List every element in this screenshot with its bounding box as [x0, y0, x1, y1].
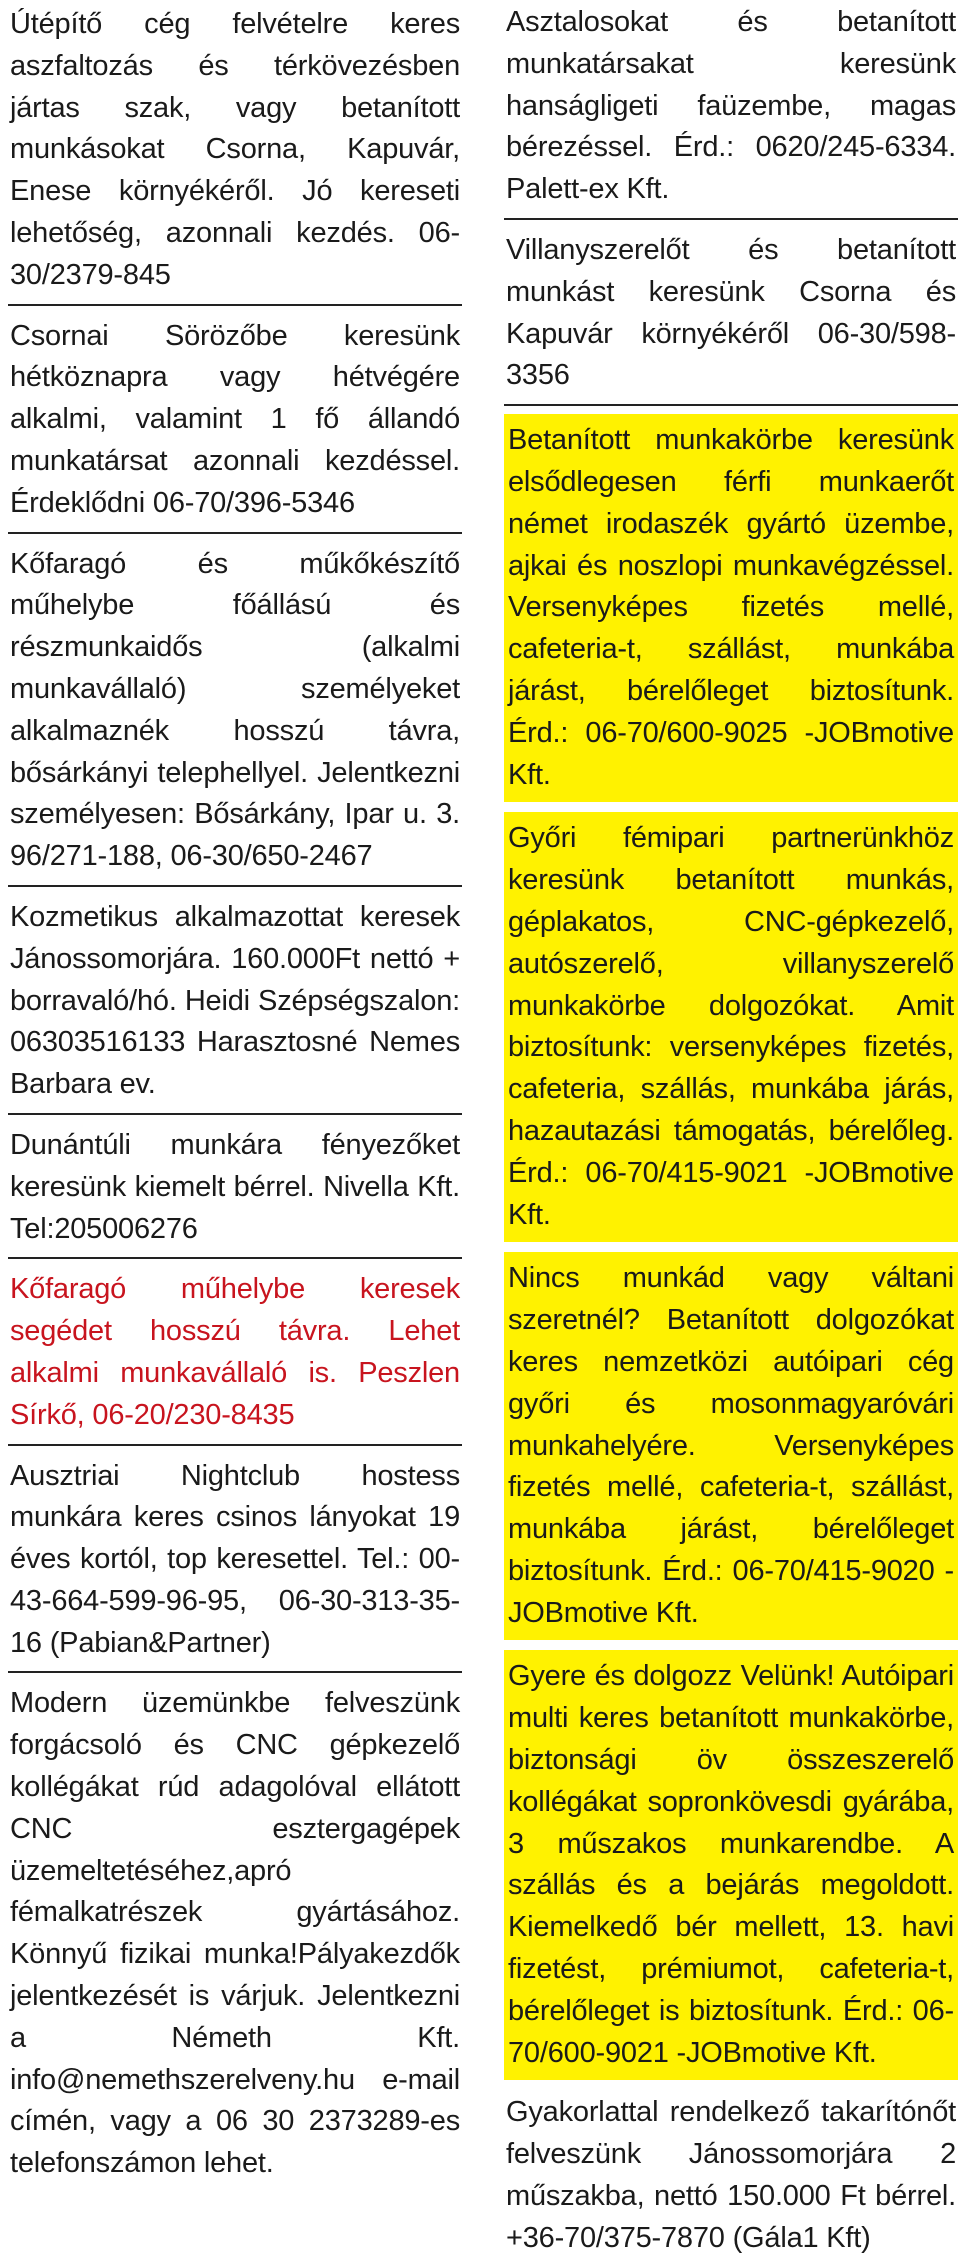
ad-stonemason-assistant: Kőfaragó műhelybe keresek segédet hosszú távra. Lehet alkalmi munkavállaló is. Peszlen Sírkő, 06-20/230-8435 [8, 1267, 462, 1445]
ad-office-chair-factory: Betanított munkakörbe keresünk elsődlegesen férfi munkaerőt német irodaszék gyártó üzembe, ajkai és noszlopi munkavégzéssel. Versenyképes fizetés mellé, cafeteria-t, szállást, munkába járást, bérelőleget biztosítunk. Érd.: 06-70/600-9025 -JOBmotive Kft. [504, 414, 958, 802]
left-column [8, 0, 462, 2180]
ad-metal-industry-partner: Győri fémipari partnerünkhöz keresünk betanított munkás, géplakatos, CNC-gépkezelő, autószerelő, villanyszerelő munkakörbe dolgozókat. Amit biztosítunk: versenyképes fizetés, cafeteria, szállás, munkába járás, hazautazási támogatás, bérelőleg. Érd.: 06-70/415-9021 -JOBmotive Kft. [504, 812, 958, 1242]
ad-cnc-operator: Modern üzemünkbe felveszünk forgácsoló és CNC gépkezelő kollégákat rúd adagolóval ellátott CNC esztergagépek üzemeltetéséhez,apró fémalkatrészek gyártásához. Könnyű fizikai munka!Pályakezdők jelentkezését is várjuk. Jelentkezni a Németh Kft. info@nemethszerelveny.hu e-mail címén, vagy a 06 30 2373289-es telefonszámon lehet. [10, 1687, 460, 2180]
ad-automotive-workers: Nincs munkád vagy váltani szeretnél? Betanított dolgozókat keres nemzetközi autóipari cég győri és mosonmagyaróvári munkahelyére. Versenyképes fizetés mellé, cafeteria-t, szállást, munkába járást, bérelőleget biztosítunk. Érd.: 06-70/415-9020 -JOBmotive Kft. [504, 1252, 958, 1640]
ad-carpenters: Asztalosokat és betanított munkatársakat keresünk hanságligeti faüzembe, magas bérezéssel. Érd.: 0620/245-6334. Palett-ex Kft. [504, 0, 958, 220]
right-column [504, 0, 958, 2254]
ad-nightclub-hostess: Ausztriai Nightclub hostess munkára keres csinos lányokat 19 éves kortól, top keresettel. Tel.: 00-43-664-599-96-95, 06-30-313-35-16 (Pabian&Partner) [8, 1454, 462, 1674]
ad-pub-staff: Csornai Sörözőbe keresünk hétköznapra vagy hétvégére alkalmi, valamint 1 fő állandó munkatársat azonnali kezdéssel. Érdeklődni 06-70/396-5346 [8, 314, 462, 534]
ad-seatbelt-assembly: Gyere és dolgozz Velünk! Autóipari multi keres betanított munkakörbe, biztonsági öv összeszerelő kollégákat sopronkövesdi gyárába, 3 műszakos munkarendbe. A szállás és a bejárás megoldott. Kiemelkedő bér mellett, 13. havi fizetést, prémiumot, cafeteria-t, bérelőleget is biztosítunk. Érd.: 06-70/600-9021 -JOBmotive Kft. [504, 1650, 958, 2080]
ad-stonemason-workshop: Kőfaragó és műkőkészítő műhelybe főállású és részmunkaidős (alkalmi munkavállaló) személyeket alkalmaznék hosszú távra, bősárkányi telephellyel. Jelentkezni személyesen: Bősárkány, Ipar u. 3. 96/271-188, 06-30/650-2467 [8, 542, 462, 887]
ad-electrician: Villanyszerelőt és betanított munkást keresünk Csorna és Kapuvár környékéről 06-30/598-3356 [504, 228, 958, 406]
ad-road-construction: Útépítő cég felvételre keres aszfaltozás és térkövezésben jártas szak, vagy betanított munkásokat Csorna, Kapuvár, Enese környékéről. Jó kereseti lehetőség, azonnali kezdés. 06-30/2379-845 [8, 2, 462, 306]
ad-painters: Dunántúli munkára fényezőket keresünk kiemelt bérrel. Nivella Kft. Tel:205006276 [8, 1123, 462, 1259]
ad-beautician: Kozmetikus alkalmazottat keresek Jánossomorjára. 160.000Ft nettó + borravaló/hó. Heidi Szépségszalon: 06303516133 Harasztosné Nemes Barbara ev. [8, 895, 462, 1115]
ad-cleaner: Gyakorlattal rendelkező takarítónőt felveszünk Jánossomorjára 2 műszakba, nettó 150.000 Ft bérrel. +36-70/375-7870 (Gála1 Kft) [506, 2096, 956, 2254]
